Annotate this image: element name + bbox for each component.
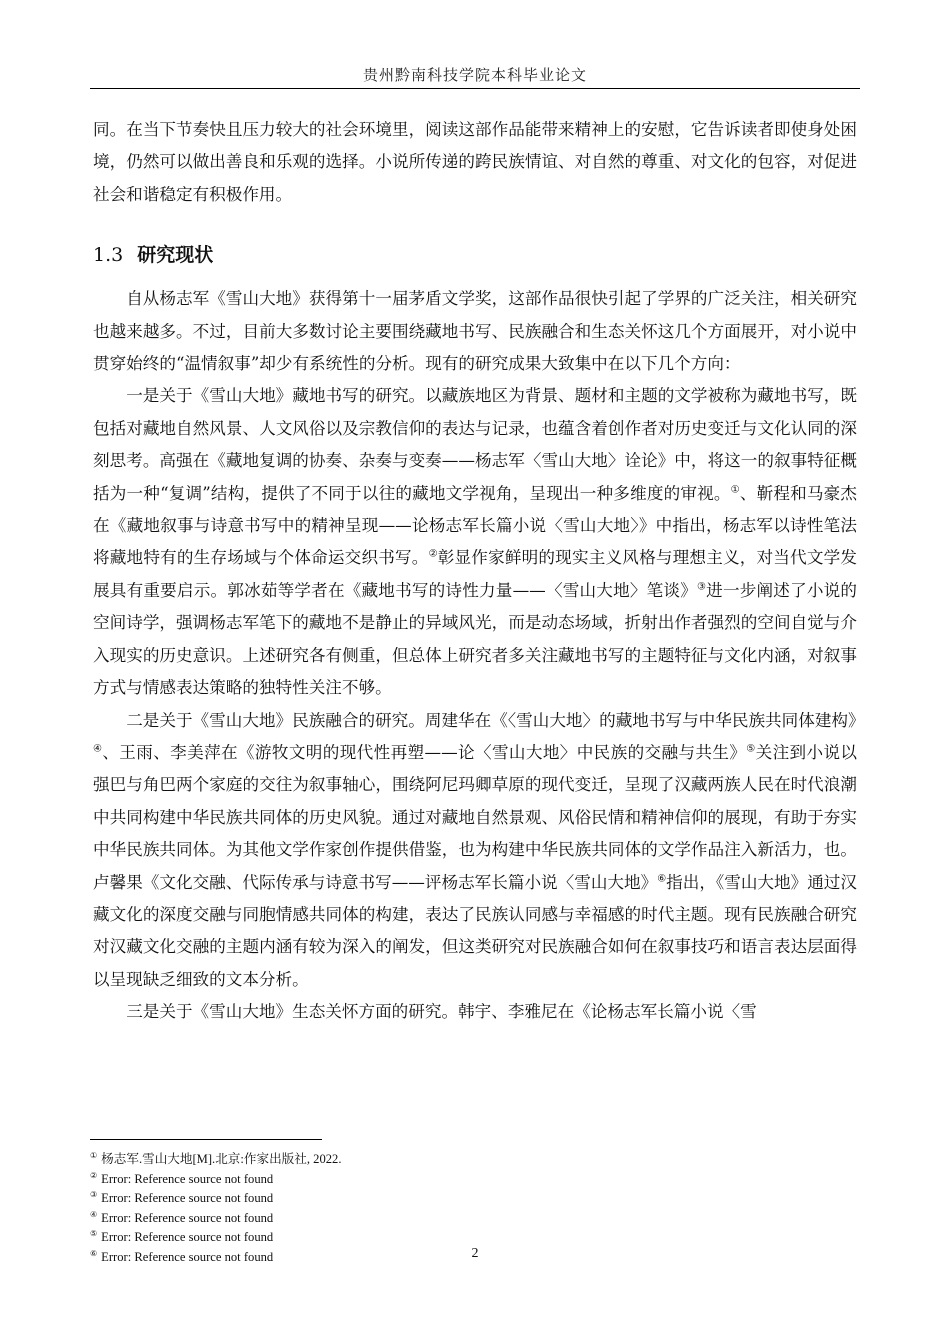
paragraph-tibet-writing bbox=[93, 380, 857, 704]
footnote-text: 杨志军.雪山大地[M].北京:作家出版社, 2022. bbox=[101, 1152, 342, 1167]
text-segment: 、王雨、李美萍在《游牧文明的现代性再塑——论〈雪山大地〉中民族的交融与共生》 bbox=[102, 742, 747, 762]
footnote-ref-4[interactable]: ④ bbox=[93, 743, 103, 755]
footnote-mark: ① bbox=[90, 1151, 98, 1160]
footnote-mark: ⑥ bbox=[90, 1248, 98, 1258]
footnote-text: Error: Reference source not found bbox=[101, 1191, 274, 1206]
section-heading bbox=[93, 235, 857, 275]
footnote-item bbox=[90, 1148, 790, 1168]
footnote-text: Error: Reference source not found bbox=[101, 1171, 274, 1186]
section-title: 研究现状 bbox=[137, 244, 214, 267]
footnote-text: Error: Reference source not found bbox=[101, 1230, 274, 1245]
footnote-item bbox=[90, 1168, 790, 1188]
section-number: 1.3 bbox=[93, 244, 124, 267]
text-segment: 、靳程和马豪杰在《藏地叙事与诗意书写中的精神呈现——论杨志军长篇小说〈雪山大地〉》中指出，杨志军以诗性笔法将藏地特有的生存场域与个体命运交织书写。 bbox=[93, 483, 858, 568]
footnote-item bbox=[90, 1207, 790, 1227]
footnote-item bbox=[90, 1187, 790, 1207]
text-segment: 彰显作家鲜明的现实主义风格与理想主义，对当代文学发展具有重要启示。郭冰茹等学者在《藏地书写的诗性力量——〈雪山大地〉笔谈》 bbox=[93, 548, 858, 600]
footnote-text: Error: Reference source not found bbox=[101, 1250, 274, 1265]
footnote-ref-1[interactable]: ① bbox=[730, 484, 740, 496]
text-segment: 指出，《雪山大地》通过汉藏文化的深度交融与同胞情感共同体的构建，表达了民族认同感与幸福感的时代主题。现有民族融合研究对汉藏文化交融的主题内涵有较为深入的阐发，但这类研究对民族融合如何在叙事技巧和语言表达层面得以呈现缺乏细致的文本分析。 bbox=[93, 872, 858, 989]
footnote-separator bbox=[90, 1139, 322, 1140]
text-segment: 一是关于《雪山大地》藏地书写的研究。以藏族地区为背景、题材和主题的文学被称为藏地书写，既包括对藏地自然风景、人文风俗以及宗教信仰的表达与记录，也蕴含着创作者对历史变迁与文化认同的深刻思考。高强在《藏地复调的协奏、杂奏与变奏——杨志军〈雪山大地〉诠论》中，将这一的叙事特征概括为一种“复调”结构，提供了不同于以往的藏地文学视角，呈现出一种多维度的审视。 bbox=[93, 386, 857, 503]
footnote-item bbox=[90, 1226, 790, 1246]
paragraph-continued: 同。在当下节奏快且压力较大的社会环境里，阅读这部作品能带来精神上的安慰，它告诉读者即使身处困境，仍然可以做出善良和乐观的选择。小说所传递的跨民族情谊、对自然的尊重、对文化的包容，对促进社会和谐稳定有积极作用。 bbox=[93, 120, 857, 204]
footnote-mark: ② bbox=[90, 1170, 98, 1180]
footnote-ref-6[interactable]: ⑥ bbox=[657, 873, 667, 884]
running-header: 贵州黔南科技学院本科毕业论文 bbox=[362, 66, 587, 84]
footnote-mark: ④ bbox=[90, 1209, 98, 1219]
paragraph-intro: 自从杨志军《雪山大地》获得第十一届茅盾文学奖，这部作品很快引起了学界的广泛关注，相关研究也越来越多。不过，目前大多数讨论主要围绕藏地书写、民族融合和生态关怀这几个方面展开，对小说中贯穿始终的“温情叙事”却少有系统性的分析。现有的研究成果大致集中在以下几个方向： bbox=[93, 289, 857, 374]
footnote-ref-3[interactable]: ③ bbox=[697, 581, 707, 593]
body-text bbox=[93, 114, 865, 1029]
page-number: 2 bbox=[471, 1246, 479, 1261]
footnote-text: Error: Reference source not found bbox=[101, 1210, 274, 1225]
footnote-mark: ③ bbox=[90, 1190, 98, 1200]
footnote-mark: ⑤ bbox=[90, 1229, 98, 1239]
text-segment: 关注到小说以强巴与角巴两个家庭的交往为叙事轴心，围绕阿尼玛卿草原的现代变迁，呈现了汉藏两族人民在时代浪潮中共同构建中华民族共同体的历史风貌。通过对藏地自然景观、风俗民情和精神信仰的展现，有助于夯实中华民族共同体。为其他文学作家创作提供借鉴，也为构建中华民族共同体的文学作品注入新活力，也。卢馨果《文化交融、代际传承与诗意书写——评杨志军长篇小说〈雪山大地》 bbox=[93, 742, 857, 892]
header-rule bbox=[90, 88, 860, 89]
footnote-ref-2[interactable]: ② bbox=[428, 548, 438, 560]
footnote-ref-5[interactable]: ⑤ bbox=[746, 743, 756, 755]
text-segment: 进一步阐述了小说的空间诗学，强调杨志军笔下的藏地不是静止的异域风光，而是动态场域，折射出作者强烈的空间自觉与介入现实的历史意识。上述研究各有侧重，但总体上研究者多关注藏地书写的主题特征与文化内涵，对叙事方式与情感表达策略的独特性关注不够。 bbox=[93, 580, 858, 698]
paragraph-ethnic-fusion bbox=[93, 705, 865, 997]
text-segment: 二是关于《雪山大地》民族融合的研究。周建华在《〈雪山大地〉的藏地书写与中华民族共同体建构》 bbox=[126, 710, 865, 730]
paragraph-ecology: 三是关于《雪山大地》生态关怀方面的研究。韩宇、李雅尼在《论杨志军长篇小说〈雪 bbox=[126, 1002, 757, 1022]
